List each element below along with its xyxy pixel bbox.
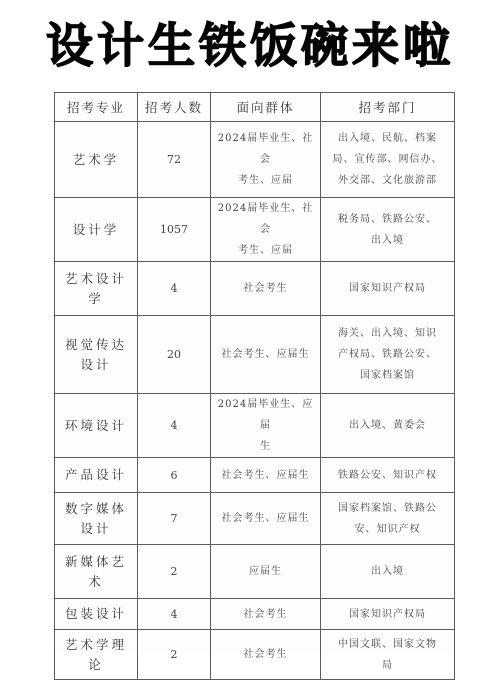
cell-major-line: 艺术学 [72,151,120,167]
cell-count: 1057 [138,198,211,262]
cell-count: 7 [138,493,211,545]
cell-major-line: 设计 [80,520,112,536]
header-count: 招考人数 [138,93,211,122]
cell-major [55,493,138,545]
table-row [55,458,455,493]
header-major: 招考专业 [55,93,138,122]
cell-count: 4 [138,262,211,316]
cell-group-line: 社会考生、应届生 [221,513,310,524]
header-group: 面向群体 [211,93,321,122]
cell-count: 6 [138,458,211,493]
cell-major-line: 新媒体艺 [64,553,127,569]
cell-major-line: 设计学 [72,221,120,237]
cell-major-line: 产品设计 [64,467,127,482]
table-row [55,198,455,262]
cell-group [211,122,321,198]
cell-dept-line: 税务局、铁路公安、 [338,213,437,225]
table-row [55,394,455,458]
cell-group-line: 社会考生、应届生 [221,349,310,360]
table-body [55,122,455,680]
cell-count: 2 [138,630,211,680]
cell-dept-line: 国家档案馆、铁路公 [338,502,437,514]
table-row [55,122,455,198]
cell-dept-line: 局 [382,659,393,671]
cell-dept [321,599,455,630]
cell-dept-line: 国家档案馆 [360,370,415,381]
cell-group-line: 社会考生、应届生 [221,469,310,481]
cell-group-line: 2024届毕业生、社会 [217,203,314,235]
cell-dept-line: 产权局、铁路公安、 [338,349,437,360]
cell-group-line: 考生、应届 [238,245,293,256]
cell-dept-line: 局、宣传部、网信办、 [332,154,443,165]
cell-group-line: 应届生 [249,566,282,577]
cell-dept-line: 出入境、民航、档案 [338,133,437,144]
cell-major [55,262,138,316]
cell-dept [321,458,455,493]
cell-group [211,198,321,262]
cell-major-line: 包装设计 [64,606,127,621]
cell-dept-line: 铁路公安、知识产权 [338,469,437,481]
page-headline: 设计生铁饭碗来啦 [46,19,454,74]
cell-dept-line: 安、知识产权 [354,523,421,535]
cell-dept [321,316,455,394]
cell-major-line: 数字媒体 [64,500,127,516]
cell-count: 4 [138,599,211,630]
cell-dept [321,262,455,316]
header-dept: 招考部门 [321,93,455,122]
cell-group [211,394,321,458]
cell-dept-line: 出入境 [371,566,404,577]
cell-major-line: 论 [88,656,104,672]
cell-major [55,316,138,394]
cell-group [211,545,321,599]
table-row [55,493,455,545]
cell-group-line: 社会考生 [243,649,288,660]
cell-dept [321,122,455,198]
cell-dept-line: 外交部、文化旅游部 [338,175,437,186]
cell-dept-line: 出入境 [371,234,404,246]
cell-dept-line: 国家知识产权局 [349,283,426,294]
cell-count: 20 [138,316,211,394]
cell-major-line: 艺术设计 [64,270,127,286]
recruitment-table [54,92,455,680]
cell-major [55,122,138,198]
cell-dept-line: 海关、出入境、知识 [338,328,437,339]
cell-group [211,262,321,316]
table-row [55,316,455,394]
table-row [55,599,455,630]
cell-group [211,599,321,630]
cell-dept-line: 出入境、黄委会 [349,420,426,431]
cell-major [55,545,138,599]
cell-group-line: 生 [260,441,271,452]
cell-count: 4 [138,394,211,458]
cell-group [211,493,321,545]
cell-group-line: 社会考生 [243,608,288,620]
cell-count: 72 [138,122,211,198]
cell-major [55,198,138,262]
cell-major-line: 环境设计 [64,417,127,433]
cell-group-line: 社会考生 [243,283,288,294]
cell-dept [321,545,455,599]
cell-dept-line: 中国文联、国家文物 [338,638,437,650]
cell-major-line: 视觉传达 [64,336,127,352]
table-row [55,262,455,316]
cell-major-line: 艺术学理 [64,636,127,652]
table-row [55,545,455,599]
cell-count: 2 [138,545,211,599]
cell-dept [321,394,455,458]
cell-dept [321,198,455,262]
cell-group-line: 2024届毕业生、应届 [217,399,314,431]
table-header-row [55,93,455,122]
cell-major [55,599,138,630]
cell-group-line: 考生、应届 [238,175,293,186]
cell-major-line: 术 [88,573,104,589]
cell-group-line: 2024届毕业生、社会 [217,133,314,165]
cell-major-line: 学 [88,290,104,306]
cell-group [211,458,321,493]
cell-dept-line: 国家知识产权局 [349,608,426,620]
cell-major [55,394,138,458]
cell-dept [321,493,455,545]
cell-major [55,458,138,493]
cell-major-line: 设计 [80,356,112,372]
recruitment-table-photo [54,92,454,672]
cell-group [211,316,321,394]
